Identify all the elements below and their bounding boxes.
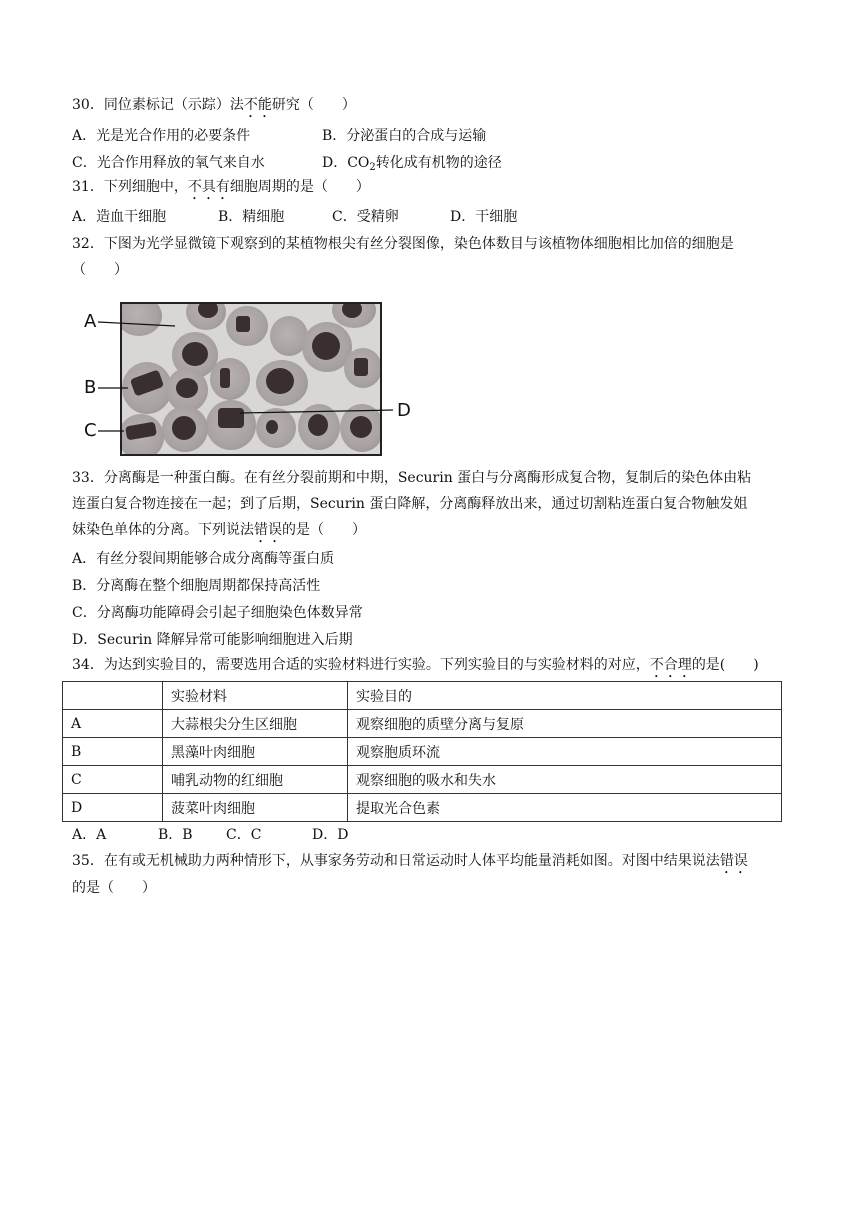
table-cell: D xyxy=(63,794,163,822)
q35-emphasis: 错误 xyxy=(719,853,748,869)
table-row xyxy=(63,710,782,738)
q35-stem-line-2: 的是（ ） xyxy=(72,880,156,896)
figure-label-b: B xyxy=(84,377,97,398)
q34-option-b: B．B xyxy=(158,827,193,843)
q30-option-d xyxy=(322,153,502,173)
q30-option-b: B．分泌蛋白的合成与运输 xyxy=(322,128,487,144)
table-cell: 大蒜根尖分生区细胞 xyxy=(163,710,348,738)
table-row xyxy=(63,794,782,822)
q31-emphasis: 不具有 xyxy=(187,179,230,195)
q34-table xyxy=(62,681,782,822)
q33-stem-text: 妹染色单体的分离。下列说法 xyxy=(72,522,254,538)
table-row xyxy=(63,738,782,766)
table-header-cell: 实验材料 xyxy=(163,682,348,710)
table-cell: 观察细胞的吸水和失水 xyxy=(348,766,782,794)
figure-label-c: C xyxy=(84,420,97,441)
q33-stem-line-2: 连蛋白复合物连接在一起；到了后期，Securin 蛋白降解，分离酶释放出来，通过切割粘连蛋白复合物触发姐 xyxy=(72,496,748,512)
table-header-row xyxy=(63,682,782,710)
q34-emphasis: 不合理 xyxy=(649,657,692,673)
q32-stem: 32．下图为光学显微镜下观察到的某植物根尖有丝分裂图像，染色体数目与该植物体细胞相比加倍的细胞是 xyxy=(72,236,734,252)
figure-label-a: A xyxy=(84,311,97,332)
q30-option-d-text: D．CO xyxy=(322,155,370,171)
q30-option-c: C．光合作用释放的氧气来自水 xyxy=(72,155,265,171)
q33-emphasis: 错误 xyxy=(254,522,282,538)
q31-stem xyxy=(72,177,370,203)
table-cell: 黑藻叶肉细胞 xyxy=(163,738,348,766)
q31-option-b: B．精细胞 xyxy=(218,209,285,225)
table-cell: 提取光合色素 xyxy=(348,794,782,822)
q33-option-b: B．分离酶在整个细胞周期都保持高活性 xyxy=(72,578,321,594)
q31-stem-text: 31．下列细胞中， xyxy=(72,179,188,195)
q33-option-a: A．有丝分裂间期能够合成分离酶等蛋白质 xyxy=(72,551,335,567)
figure-label-d: D xyxy=(397,400,411,421)
q35-stem-text: 35．在有或无机械助力两种情形下，从事家务劳动和日常运动时人体平均能量消耗如图。对图中结果说法 xyxy=(72,853,720,869)
q34-option-d: D．D xyxy=(312,827,349,843)
table-header-cell: 实验目的 xyxy=(348,682,782,710)
q34-stem xyxy=(72,655,759,681)
q33-option-c: C．分离酶功能障碍会引起子细胞染色体数异常 xyxy=(72,605,363,621)
q30-stem xyxy=(72,95,356,121)
q30-stem-text: 30．同位素标记（示踪）法 xyxy=(72,97,244,113)
table-cell: 哺乳动物的红细胞 xyxy=(163,766,348,794)
table-row xyxy=(63,766,782,794)
q33-stem-line-1: 33．分离酶是一种蛋白酶。在有丝分裂前期和中期，Securin 蛋白与分离酶形成复合物，复制后的染色体由粘 xyxy=(72,470,752,486)
q35-stem-line-1 xyxy=(72,851,748,877)
q33-stem-tail: 的是（ ） xyxy=(282,522,366,538)
table-cell: 观察胞质环流 xyxy=(348,738,782,766)
table-cell: 观察细胞的质壁分离与复原 xyxy=(348,710,782,738)
q30-option-a: A．光是光合作用的必要条件 xyxy=(72,128,251,144)
q34-option-c: C．C xyxy=(226,827,262,843)
q32-stem-cont: （ ） xyxy=(72,262,128,278)
micrograph-image xyxy=(120,302,382,456)
q31-option-c: C．受精卵 xyxy=(332,209,399,225)
table-cell: 菠菜叶肉细胞 xyxy=(163,794,348,822)
q34-option-a: A．A xyxy=(72,827,107,843)
q31-option-d: D．干细胞 xyxy=(450,209,518,225)
table-cell: A xyxy=(63,710,163,738)
q34-stem-text: 34．为达到实验目的，需要选用合适的实验材料进行实验。下列实验目的与实验材料的对应， xyxy=(72,657,650,673)
q30-stem-tail: 研究（ ） xyxy=(271,97,356,113)
q30-option-d-tail: 转化成有机物的途径 xyxy=(375,155,502,171)
q34-stem-tail: 的是( ) xyxy=(691,657,759,673)
q30-emphasis: 不能 xyxy=(243,97,272,113)
table-cell: B xyxy=(63,738,163,766)
table-header-cell xyxy=(63,682,163,710)
q31-stem-tail: 细胞周期的是（ ） xyxy=(229,179,370,195)
q31-option-a: A．造血干细胞 xyxy=(72,209,167,225)
q33-stem-line-3 xyxy=(72,520,366,546)
table-cell: C xyxy=(63,766,163,794)
q33-option-d: D．Securin 降解异常可能影响细胞进入后期 xyxy=(72,632,353,648)
q30-option-d-subscript: 2 xyxy=(369,162,376,173)
